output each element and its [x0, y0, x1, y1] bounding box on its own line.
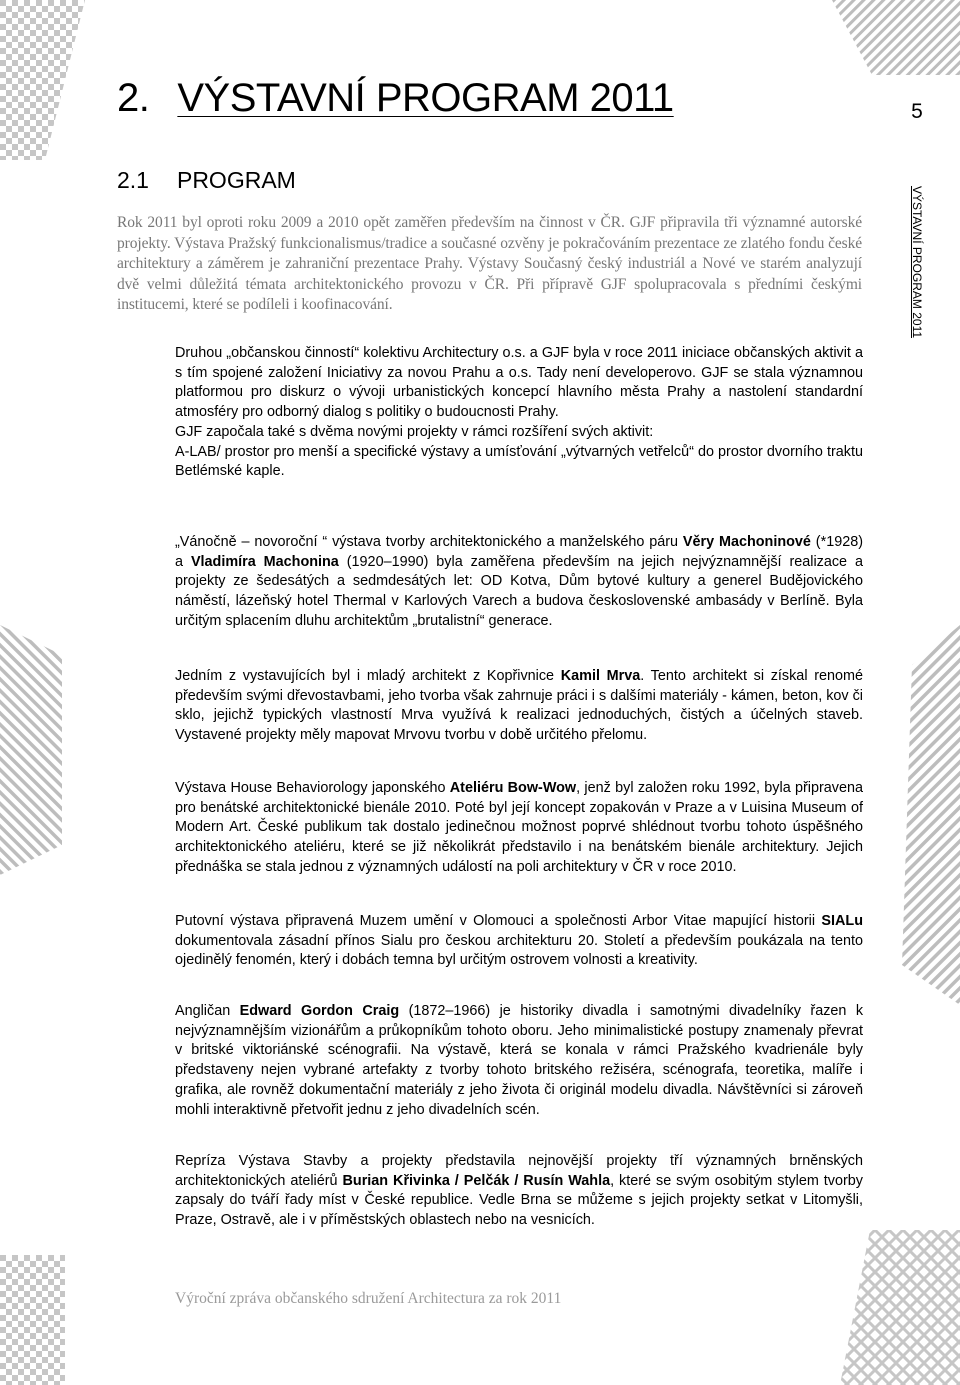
exhibition-mrva: Jedním z vystavujících byl i mladý architekt z Kopřivnice Kamil Mrva. Tento architekt si získal renomé především svými dřevostavbami, jeho tvorba však zahrnuje práci i s dalšími materiály - kámen, beton, kov či sklo, jejichž typických vlastností Mrva využívá k realizaci jednoduchých, čistých a účelných staveb. Vystavené projekty měly mapovat Mrvovu tvorbu v době určitého přelomu. — [175, 668, 863, 744]
side-pattern-left — [0, 625, 62, 875]
exhibition-stavby: Repríza Výstava Stavby a projekty představila nejnovější projekty tří významných brněnských architektonických ateliérů Burian Křivinka / Pelčák / Rusín Wahla, které se svým osobitým stylem tvorby zapsaly do tváří řady míst v České republice. Vedle Brna se můžeme s jejich projekty setkat v Litomyšli, Praze, Ostravě, ale i v příměstských oblastech nebo na vesnicích. — [175, 1153, 863, 1229]
section-heading — [117, 167, 296, 194]
exhibition-sial: Putovní výstava připravená Muzem umění v Olomouci a společnosti Arbor Vitae mapující historii SIALu dokumentovala zásadní přínos Sialu pro českou architekturu 20. Století a především poukázala na tento ojedinělý fenomén, který i dobách temna byl určitým ostrovem volnosti a kreativity. — [175, 913, 863, 969]
section-number: 2.1 — [117, 167, 149, 193]
chapter-number: 2. — [117, 76, 150, 120]
running-title — [908, 132, 926, 392]
corner-pattern-top-left — [0, 0, 85, 160]
side-pattern-right — [902, 625, 960, 1005]
intro-text: Rok 2011 byl oproti roku 2009 a 2010 opět zaměřen především na činnost v ČR. GJF připravila tři významné autorské projekty. Výstava Pražský funkcionalismus/tradice a současné ozvěny je pokračováním prezentace ze zlatého fondu české architektury a záměrem je zahraniční prezentace Prahy. Výstavy Současný český industriál a Nové ve starém analyzují dvě velmi důležitá témata architektonického provozu v ČR. Při přípravě GJF spolupracovala s předními českými institucemi, které se podíleli i koofinacování. — [117, 214, 862, 313]
activity-alab: A-LAB/ prostor pro menší a specifické výstavy a umísťování „výtvarných vetřelců“ do prostor dvorního traktu Betlémské kaple. — [175, 443, 863, 480]
activity-block — [175, 344, 863, 482]
activity-paragraph: Druhou „občanskou činností“ kolektivu Architectury o.s. a GJF byla v roce 2011 iniciace občanských aktivit a s tím spojené založení Iniciativy za novou Prahu a o.s. Tady není developerovo. GJF se stala významnou platformou pro diskurz o vývoji urbanistických koncepcí hlavního města Prahy a nastolení standardní atmosféry pro odborný dialog s politiky o budoucnosti Prahy. — [175, 345, 863, 421]
exhibition-craig: Angličan Edward Gordon Craig (1872–1966) je historiky divadla i samotnými divadelníky řazen k nejvýznamnějším vizionářům a průkopníkům tohoto oboru. Jeho minimalistické postupy znamenaly převrat v britské viktoriánské scénografii. Na výstavě, která se konala v rámci Pražského kvadrienále byly představeny nejen vybrané artefakty z tvorby tohoto britského režiséra, scénografa, teoretika, malíře i grafika, ale rovněž dokumentační materiály z jeho života či originál modelu divadla. Návštěvníci si zároveň mohli interaktivně přetvořit jednu z jeho divadelních scén. — [175, 1003, 864, 1118]
chapter-title: VÝSTAVNÍ PROGRAM 2011 — [177, 76, 674, 120]
corner-pattern-bottom-left — [0, 1255, 65, 1385]
intro-paragraph — [117, 213, 862, 316]
running-title-text: VÝSTAVNÍ PROGRAM 2011 — [910, 185, 924, 339]
exhibition-machonin: „Vánočně – novoroční “ výstava tvorby architektonického a manželského páru Věry Machoninové (*1928) a Vladimíra Machonina (1920–1990) byla zaměřena především na jejich nejvýznamnější realizace a projekty ze šedesátých a sedmdesátých let: OD Kotva, Dům bytové kultury a generel Budějovického náměstí, lázeňský hotel Thermal v Karlových Varech a budova československé ambasády v Berlíně. Byla určitým splacením dluhu architektům „brutalistní“ generace. — [175, 534, 863, 629]
corner-pattern-bottom-right — [840, 1230, 960, 1385]
chapter-heading — [117, 76, 674, 121]
activity-projects-intro: GJF započala také s dvěma novými projekty v rámci rozšíření svých aktivit: — [175, 423, 654, 440]
page-footer: Výroční zpráva občanského sdružení Architectura za rok 2011 — [175, 1290, 562, 1307]
section-title: PROGRAM — [176, 167, 296, 193]
corner-pattern-top-right — [832, 0, 960, 75]
exhibition-bowwow: Výstava House Behaviorology japonského Ateliéru Bow-Wow, jenž byl založen roku 1992, byla připravena pro benátské architektonické bienále 2010. Poté byl její koncept zopakován v Praze a v Luisina Museum of Modern Art. České publikum tak dostalo jedinečnou možnost poprvé shlédnout tvorbu tohoto úspěšného architektonického ateliéru, které se již několikrát představilo i na benátském bienále architektury. Jejich přednáška se stala jednou z významných událostí na poli architektury v ČR v roce 2010. — [175, 780, 863, 875]
page-number: 5 — [911, 100, 923, 123]
